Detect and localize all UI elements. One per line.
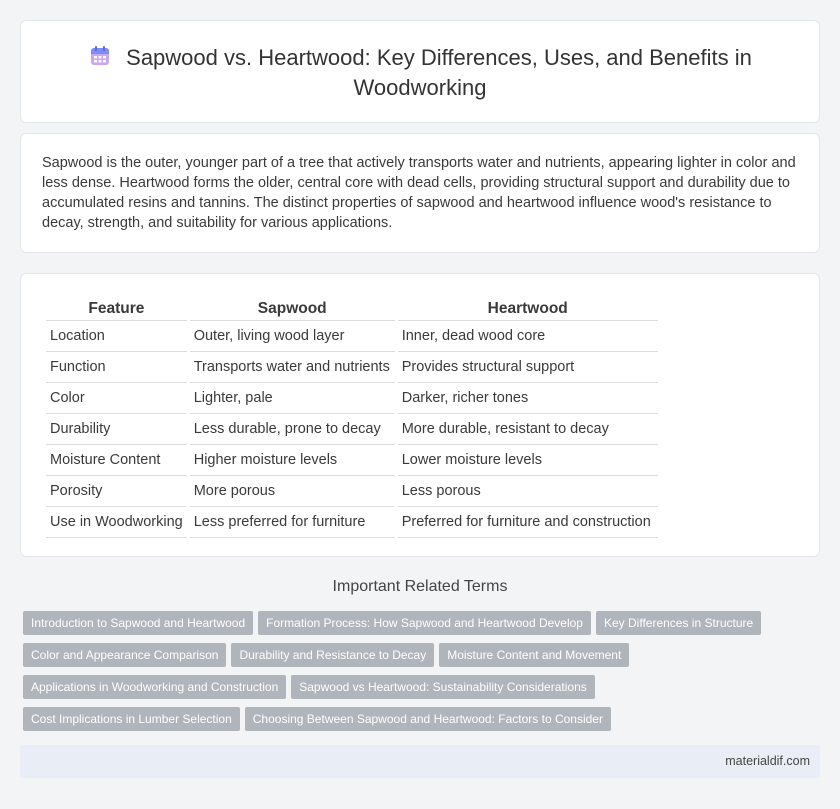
table-cell: Color — [46, 383, 187, 414]
intro-paragraph: Sapwood is the outer, younger part of a tree that actively transports water and nutrients, appearing lighter in color and less dense. Heartwood forms the older, central core with dead cells, providing structural support and durability due to accumulated resins and tannins. The distinct properties of sapwood and heartwood influence wood's resistance to decay, strength, and suitability for various applications. — [42, 155, 796, 231]
tag-row — [23, 707, 803, 739]
table-cell: More porous — [190, 476, 395, 507]
table-cell: Inner, dead wood core — [398, 321, 658, 352]
table-cell: Provides structural support — [398, 352, 658, 383]
table-row — [46, 445, 658, 476]
related-term-tag[interactable]: Cost Implications in Lumber Selection — [23, 707, 240, 731]
table-header: Sapwood — [190, 294, 395, 321]
table-row — [46, 321, 658, 352]
related-term-tag[interactable]: Choosing Between Sapwood and Heartwood: Factors to Consider — [245, 707, 611, 731]
table-cell: Less durable, prone to decay — [190, 414, 395, 445]
table-cell: Use in Woodworking — [46, 507, 187, 538]
related-term-tag[interactable]: Applications in Woodworking and Construction — [23, 675, 286, 699]
table-cell: Porosity — [46, 476, 187, 507]
table-header: Feature — [46, 294, 187, 321]
related-terms-heading: Important Related Terms — [332, 578, 508, 595]
related-term-tag[interactable]: Formation Process: How Sapwood and Heartwood Develop — [258, 611, 591, 635]
table-cell: Transports water and nutrients — [190, 352, 395, 383]
table-cell: Location — [46, 321, 187, 352]
related-term-tag[interactable]: Durability and Resistance to Decay — [231, 643, 434, 667]
table-header-row — [46, 294, 658, 321]
table-header: Heartwood — [398, 294, 658, 321]
table-row — [46, 383, 658, 414]
table-row — [46, 507, 658, 538]
comparison-card — [20, 273, 820, 557]
related-term-tag[interactable]: Color and Appearance Comparison — [23, 643, 226, 667]
table-cell: Durability — [46, 414, 187, 445]
page-title-text: Sapwood vs. Heartwood: Key Differences, Uses, and Benefits in Woodworking — [126, 45, 752, 100]
related-term-tag[interactable]: Introduction to Sapwood and Heartwood — [23, 611, 253, 635]
table-row — [46, 476, 658, 507]
comparison-table — [43, 294, 661, 538]
tag-row — [23, 675, 803, 707]
table-row — [46, 414, 658, 445]
table-cell: Less porous — [398, 476, 658, 507]
page-title — [61, 43, 779, 103]
table-cell: More durable, resistant to decay — [398, 414, 658, 445]
related-term-tag[interactable]: Key Differences in Structure — [596, 611, 761, 635]
table-cell: Less preferred for furniture — [190, 507, 395, 538]
table-cell: Lower moisture levels — [398, 445, 658, 476]
related-term-tag[interactable]: Moisture Content and Movement — [439, 643, 629, 667]
header-card — [20, 20, 820, 123]
related-terms-list — [23, 611, 803, 739]
table-cell: Darker, richer tones — [398, 383, 658, 414]
tag-row — [23, 611, 803, 643]
table-cell: Lighter, pale — [190, 383, 395, 414]
intro-card — [20, 133, 820, 253]
calendar-icon — [88, 44, 112, 68]
table-row — [46, 352, 658, 383]
table-cell: Higher moisture levels — [190, 445, 395, 476]
related-term-tag[interactable]: Sapwood vs Heartwood: Sustainability Considerations — [291, 675, 595, 699]
tag-row — [23, 643, 803, 675]
footer-site-link[interactable]: materialdif.com — [725, 754, 810, 768]
table-cell: Moisture Content — [46, 445, 187, 476]
table-cell: Preferred for furniture and construction — [398, 507, 658, 538]
table-cell: Outer, living wood layer — [190, 321, 395, 352]
table-cell: Function — [46, 352, 187, 383]
footer — [20, 745, 820, 778]
